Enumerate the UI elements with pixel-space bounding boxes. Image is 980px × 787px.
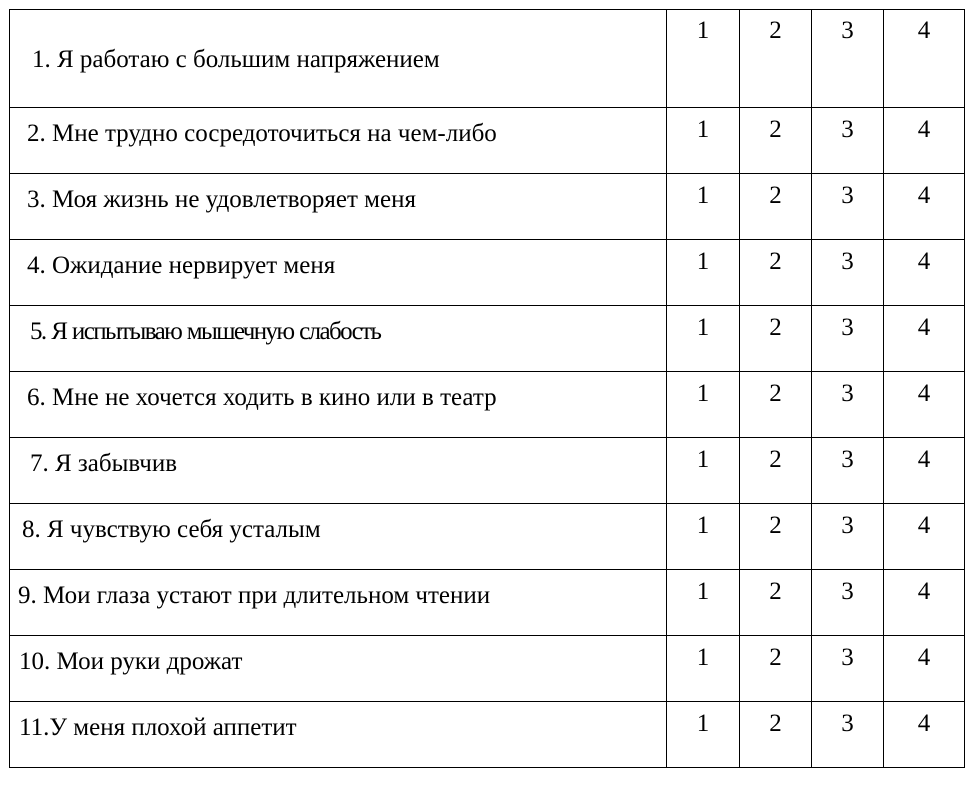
question-cell xyxy=(10,306,667,372)
option-cell-1 xyxy=(667,174,740,240)
question-cell xyxy=(10,10,667,108)
question-cell xyxy=(10,372,667,438)
option-cell-2 xyxy=(740,306,812,372)
option-value: 3 xyxy=(841,578,854,605)
option-value: 1 xyxy=(696,644,710,671)
option-cell-3 xyxy=(812,108,884,174)
question-text: 3. Моя жизнь не удовлетворяет меня xyxy=(27,186,416,213)
option-value: 1 xyxy=(696,248,710,275)
table-row xyxy=(10,372,965,438)
table-row xyxy=(10,636,965,702)
table-row xyxy=(10,570,965,636)
option-value: 2 xyxy=(769,314,782,341)
option-cell-2 xyxy=(740,438,812,504)
option-value: 3 xyxy=(841,314,854,341)
option-value: 3 xyxy=(841,710,854,737)
option-value: 3 xyxy=(841,17,854,44)
option-cell-4 xyxy=(884,108,965,174)
option-cell-4 xyxy=(884,240,965,306)
option-value: 3 xyxy=(841,380,854,407)
option-value: 3 xyxy=(841,182,854,209)
option-value: 2 xyxy=(769,512,782,539)
option-value: 3 xyxy=(841,512,854,539)
option-value: 2 xyxy=(769,182,782,209)
question-text: 7. Я забывчив xyxy=(30,450,178,477)
question-cell xyxy=(10,240,667,306)
option-cell-3 xyxy=(812,504,884,570)
option-cell-1 xyxy=(667,504,740,570)
option-cell-2 xyxy=(740,10,812,108)
question-cell xyxy=(10,174,667,240)
option-value: 4 xyxy=(917,512,931,539)
question-cell xyxy=(10,570,667,636)
table-row xyxy=(10,240,965,306)
table-row xyxy=(10,174,965,240)
option-cell-4 xyxy=(884,570,965,636)
question-cell xyxy=(10,636,667,702)
option-value: 3 xyxy=(841,446,854,473)
option-cell-3 xyxy=(812,174,884,240)
option-cell-3 xyxy=(812,10,884,108)
option-cell-2 xyxy=(740,240,812,306)
option-value: 3 xyxy=(841,644,854,671)
option-cell-3 xyxy=(812,570,884,636)
option-value: 2 xyxy=(769,578,782,605)
option-cell-1 xyxy=(667,636,740,702)
option-value: 4 xyxy=(917,644,931,671)
option-cell-3 xyxy=(812,702,884,768)
option-cell-2 xyxy=(740,174,812,240)
option-cell-4 xyxy=(884,10,965,108)
question-text: 2. Мне трудно сосредоточиться на чем-либо xyxy=(27,120,497,147)
option-cell-4 xyxy=(884,702,965,768)
option-cell-2 xyxy=(740,504,812,570)
option-value: 2 xyxy=(769,380,782,407)
option-cell-3 xyxy=(812,240,884,306)
option-value: 4 xyxy=(917,446,931,473)
option-cell-4 xyxy=(884,174,965,240)
option-cell-2 xyxy=(740,372,812,438)
option-cell-1 xyxy=(667,372,740,438)
question-text: 6. Мне не хочется ходить в кино или в театр xyxy=(27,384,497,411)
option-cell-3 xyxy=(812,438,884,504)
option-value: 1 xyxy=(696,380,710,407)
option-value: 1 xyxy=(696,182,710,209)
option-cell-4 xyxy=(884,372,965,438)
option-value: 1 xyxy=(696,17,710,44)
option-value: 1 xyxy=(696,578,710,605)
table-row xyxy=(10,306,965,372)
option-value: 3 xyxy=(841,248,854,275)
option-cell-1 xyxy=(667,108,740,174)
option-cell-2 xyxy=(740,108,812,174)
option-value: 4 xyxy=(917,248,931,275)
option-value: 1 xyxy=(696,314,710,341)
option-cell-2 xyxy=(740,570,812,636)
option-value: 4 xyxy=(917,710,931,737)
option-cell-1 xyxy=(667,10,740,108)
option-value: 4 xyxy=(917,17,931,44)
option-cell-1 xyxy=(667,570,740,636)
option-cell-2 xyxy=(740,636,812,702)
option-value: 1 xyxy=(696,116,710,143)
option-value: 1 xyxy=(696,446,710,473)
option-cell-4 xyxy=(884,504,965,570)
table-row xyxy=(10,438,965,504)
question-text: 11.У меня плохой аппетит xyxy=(19,714,297,741)
questionnaire-table xyxy=(9,9,965,768)
option-value: 2 xyxy=(769,248,782,275)
option-cell-3 xyxy=(812,636,884,702)
table-row xyxy=(10,10,965,108)
option-cell-4 xyxy=(884,438,965,504)
option-value: 2 xyxy=(769,116,782,143)
option-value: 1 xyxy=(696,512,710,539)
question-cell xyxy=(10,702,667,768)
option-value: 2 xyxy=(769,17,782,44)
table-row xyxy=(10,504,965,570)
option-value: 2 xyxy=(769,446,782,473)
option-cell-3 xyxy=(812,372,884,438)
question-cell xyxy=(10,504,667,570)
option-value: 4 xyxy=(917,380,931,407)
table-row xyxy=(10,702,965,768)
option-cell-3 xyxy=(812,306,884,372)
option-value: 2 xyxy=(769,644,782,671)
question-cell xyxy=(10,108,667,174)
question-cell xyxy=(10,438,667,504)
question-text: 9. Мои глаза устают при длительном чтении xyxy=(18,582,491,609)
option-value: 4 xyxy=(917,314,931,341)
question-text: 4. Ожидание нервирует меня xyxy=(27,252,336,279)
question-text: 1. Я работаю с большим напряжением xyxy=(32,46,440,73)
option-value: 2 xyxy=(769,710,782,737)
option-value: 4 xyxy=(917,182,931,209)
option-value: 4 xyxy=(917,578,931,605)
table-row xyxy=(10,108,965,174)
option-cell-4 xyxy=(884,636,965,702)
option-cell-1 xyxy=(667,240,740,306)
option-cell-1 xyxy=(667,438,740,504)
option-value: 1 xyxy=(696,710,710,737)
option-cell-1 xyxy=(667,702,740,768)
option-value: 4 xyxy=(917,116,931,143)
question-text: 10. Мои руки дрожат xyxy=(19,648,243,675)
option-value: 3 xyxy=(841,116,854,143)
question-text: 8. Я чувствую себя усталым xyxy=(22,516,321,543)
option-cell-4 xyxy=(884,306,965,372)
question-text: 5. Я испытываю мышечную слабость xyxy=(30,318,381,345)
option-cell-2 xyxy=(740,702,812,768)
option-cell-1 xyxy=(667,306,740,372)
